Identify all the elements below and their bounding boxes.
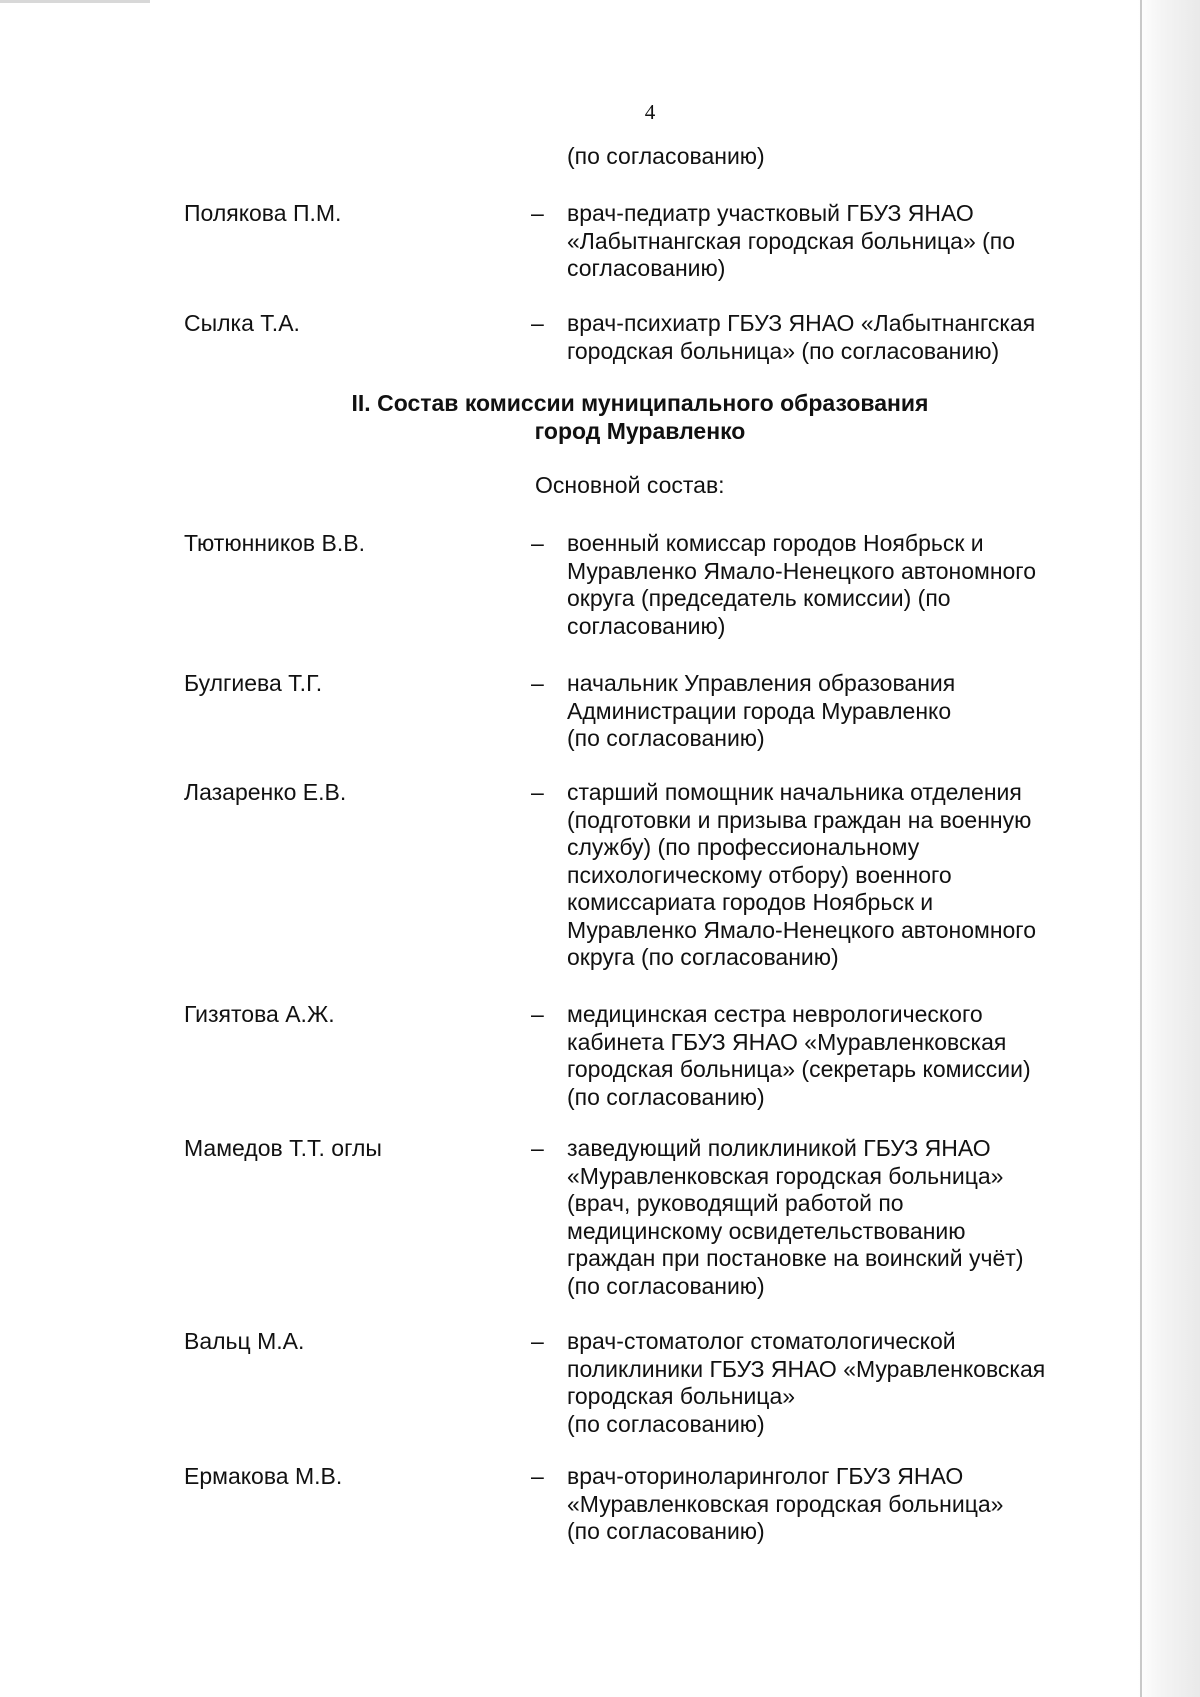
description-line: Муравленко Ямало-Ненецкого автономного: [567, 916, 1036, 943]
member-name: Тютюнников В.В.: [184, 530, 366, 556]
dash: –: [531, 1328, 544, 1354]
description-line: (по согласованию): [567, 1518, 765, 1544]
member-description: [567, 779, 1107, 972]
description-line: врач-психиатр ГБУЗ ЯНАО «Лабытнангская: [567, 310, 1036, 336]
description-line: старший помощник начальника отделения: [567, 779, 1022, 805]
description-line: граждан при постановке на воинский учёт): [567, 1245, 1024, 1271]
dash: –: [531, 310, 544, 336]
member-description: [567, 310, 1107, 365]
dash: –: [531, 530, 544, 556]
dash: –: [531, 670, 544, 696]
description-line: (подготовки и призыва граждан на военную: [567, 806, 1032, 833]
scan-edge-top: [0, 0, 150, 3]
member-description: [567, 1135, 1107, 1300]
description-line: согласованию): [567, 255, 726, 281]
section-subheading: Основной состав:: [535, 472, 725, 498]
description-line: военный комиссар городов Ноябрьск и: [567, 530, 984, 556]
section-heading-line: город Муравленко: [534, 418, 746, 444]
description-line: «Муравленковская городская больница»: [567, 1162, 1004, 1189]
description-line: психологическому отбору) военного: [567, 861, 952, 888]
member-name: Лазаренко Е.В.: [184, 779, 347, 805]
description-line: Администрации города Муравленко: [567, 697, 952, 724]
description-line: округа (по согласованию): [567, 944, 839, 970]
description-line: согласованию): [567, 612, 726, 639]
description-line: врач-педиатр участковый ГБУЗ ЯНАО: [567, 200, 974, 226]
member-name: Мамедов Т.Т. оглы: [184, 1135, 382, 1161]
description-line: (по согласованию): [567, 1272, 765, 1299]
description-line: медицинскому освидетельствованию: [567, 1217, 966, 1244]
description-line: службу) (по профессиональному: [567, 834, 920, 860]
description-line: (врач, руководящий работой по: [567, 1190, 904, 1216]
description-line: начальник Управления образования: [567, 670, 956, 696]
description-line: «Лабытнангская городская больница» (по: [567, 227, 1016, 254]
description-line: городская больница» (по согласованию): [567, 337, 1000, 364]
member-description: [567, 530, 1107, 640]
member-description: [567, 1001, 1107, 1111]
dash: –: [531, 200, 544, 226]
continued-note: (по согласованию): [567, 143, 765, 169]
description-line: комиссариата городов Ноябрьск и: [567, 889, 934, 915]
scan-edge-line: [1140, 0, 1142, 1697]
description-line: «Муравленковская городская больница»: [567, 1490, 1004, 1517]
description-line: Муравленко Ямало-Ненецкого автономного: [567, 557, 1036, 584]
member-description: [567, 1463, 1107, 1546]
member-description: [567, 200, 1107, 283]
section-heading: [280, 389, 1000, 445]
description-line: заведующий поликлиникой ГБУЗ ЯНАО: [567, 1135, 991, 1161]
member-name: Полякова П.М.: [184, 200, 342, 226]
description-line: (по согласованию): [567, 1410, 765, 1437]
member-description: [567, 1328, 1107, 1438]
description-line: врач-стоматолог стоматологической: [567, 1328, 956, 1354]
description-line: поликлиники ГБУЗ ЯНАО «Муравленковская: [567, 1355, 1046, 1382]
dash: –: [531, 1463, 544, 1489]
member-description: [567, 670, 1107, 753]
description-line: врач-оториноларинголог ГБУЗ ЯНАО: [567, 1463, 964, 1489]
description-line: кабинета ГБУЗ ЯНАО «Муравленковская: [567, 1028, 1007, 1055]
page-number: 4: [644, 100, 656, 124]
member-name: Гизятова А.Ж.: [184, 1001, 335, 1027]
member-name: Вальц М.А.: [184, 1328, 305, 1354]
section-heading-line: II. Состав комиссии муниципального образования: [351, 390, 929, 416]
dash: –: [531, 779, 544, 805]
scan-edge-right: [1138, 0, 1200, 1697]
member-name: Булгиева Т.Г.: [184, 670, 323, 696]
description-line: медицинская сестра неврологического: [567, 1001, 983, 1027]
dash: –: [531, 1001, 544, 1027]
description-line: городская больница»: [567, 1383, 796, 1409]
description-line: округа (председатель комиссии) (по: [567, 585, 951, 611]
description-line: (по согласованию): [567, 725, 765, 751]
member-name: Ермакова М.В.: [184, 1463, 343, 1489]
description-line: (по согласованию): [567, 1083, 765, 1110]
dash: –: [531, 1135, 544, 1161]
description-line: городская больница» (секретарь комиссии): [567, 1056, 1031, 1082]
member-name: Сылка Т.А.: [184, 310, 300, 336]
